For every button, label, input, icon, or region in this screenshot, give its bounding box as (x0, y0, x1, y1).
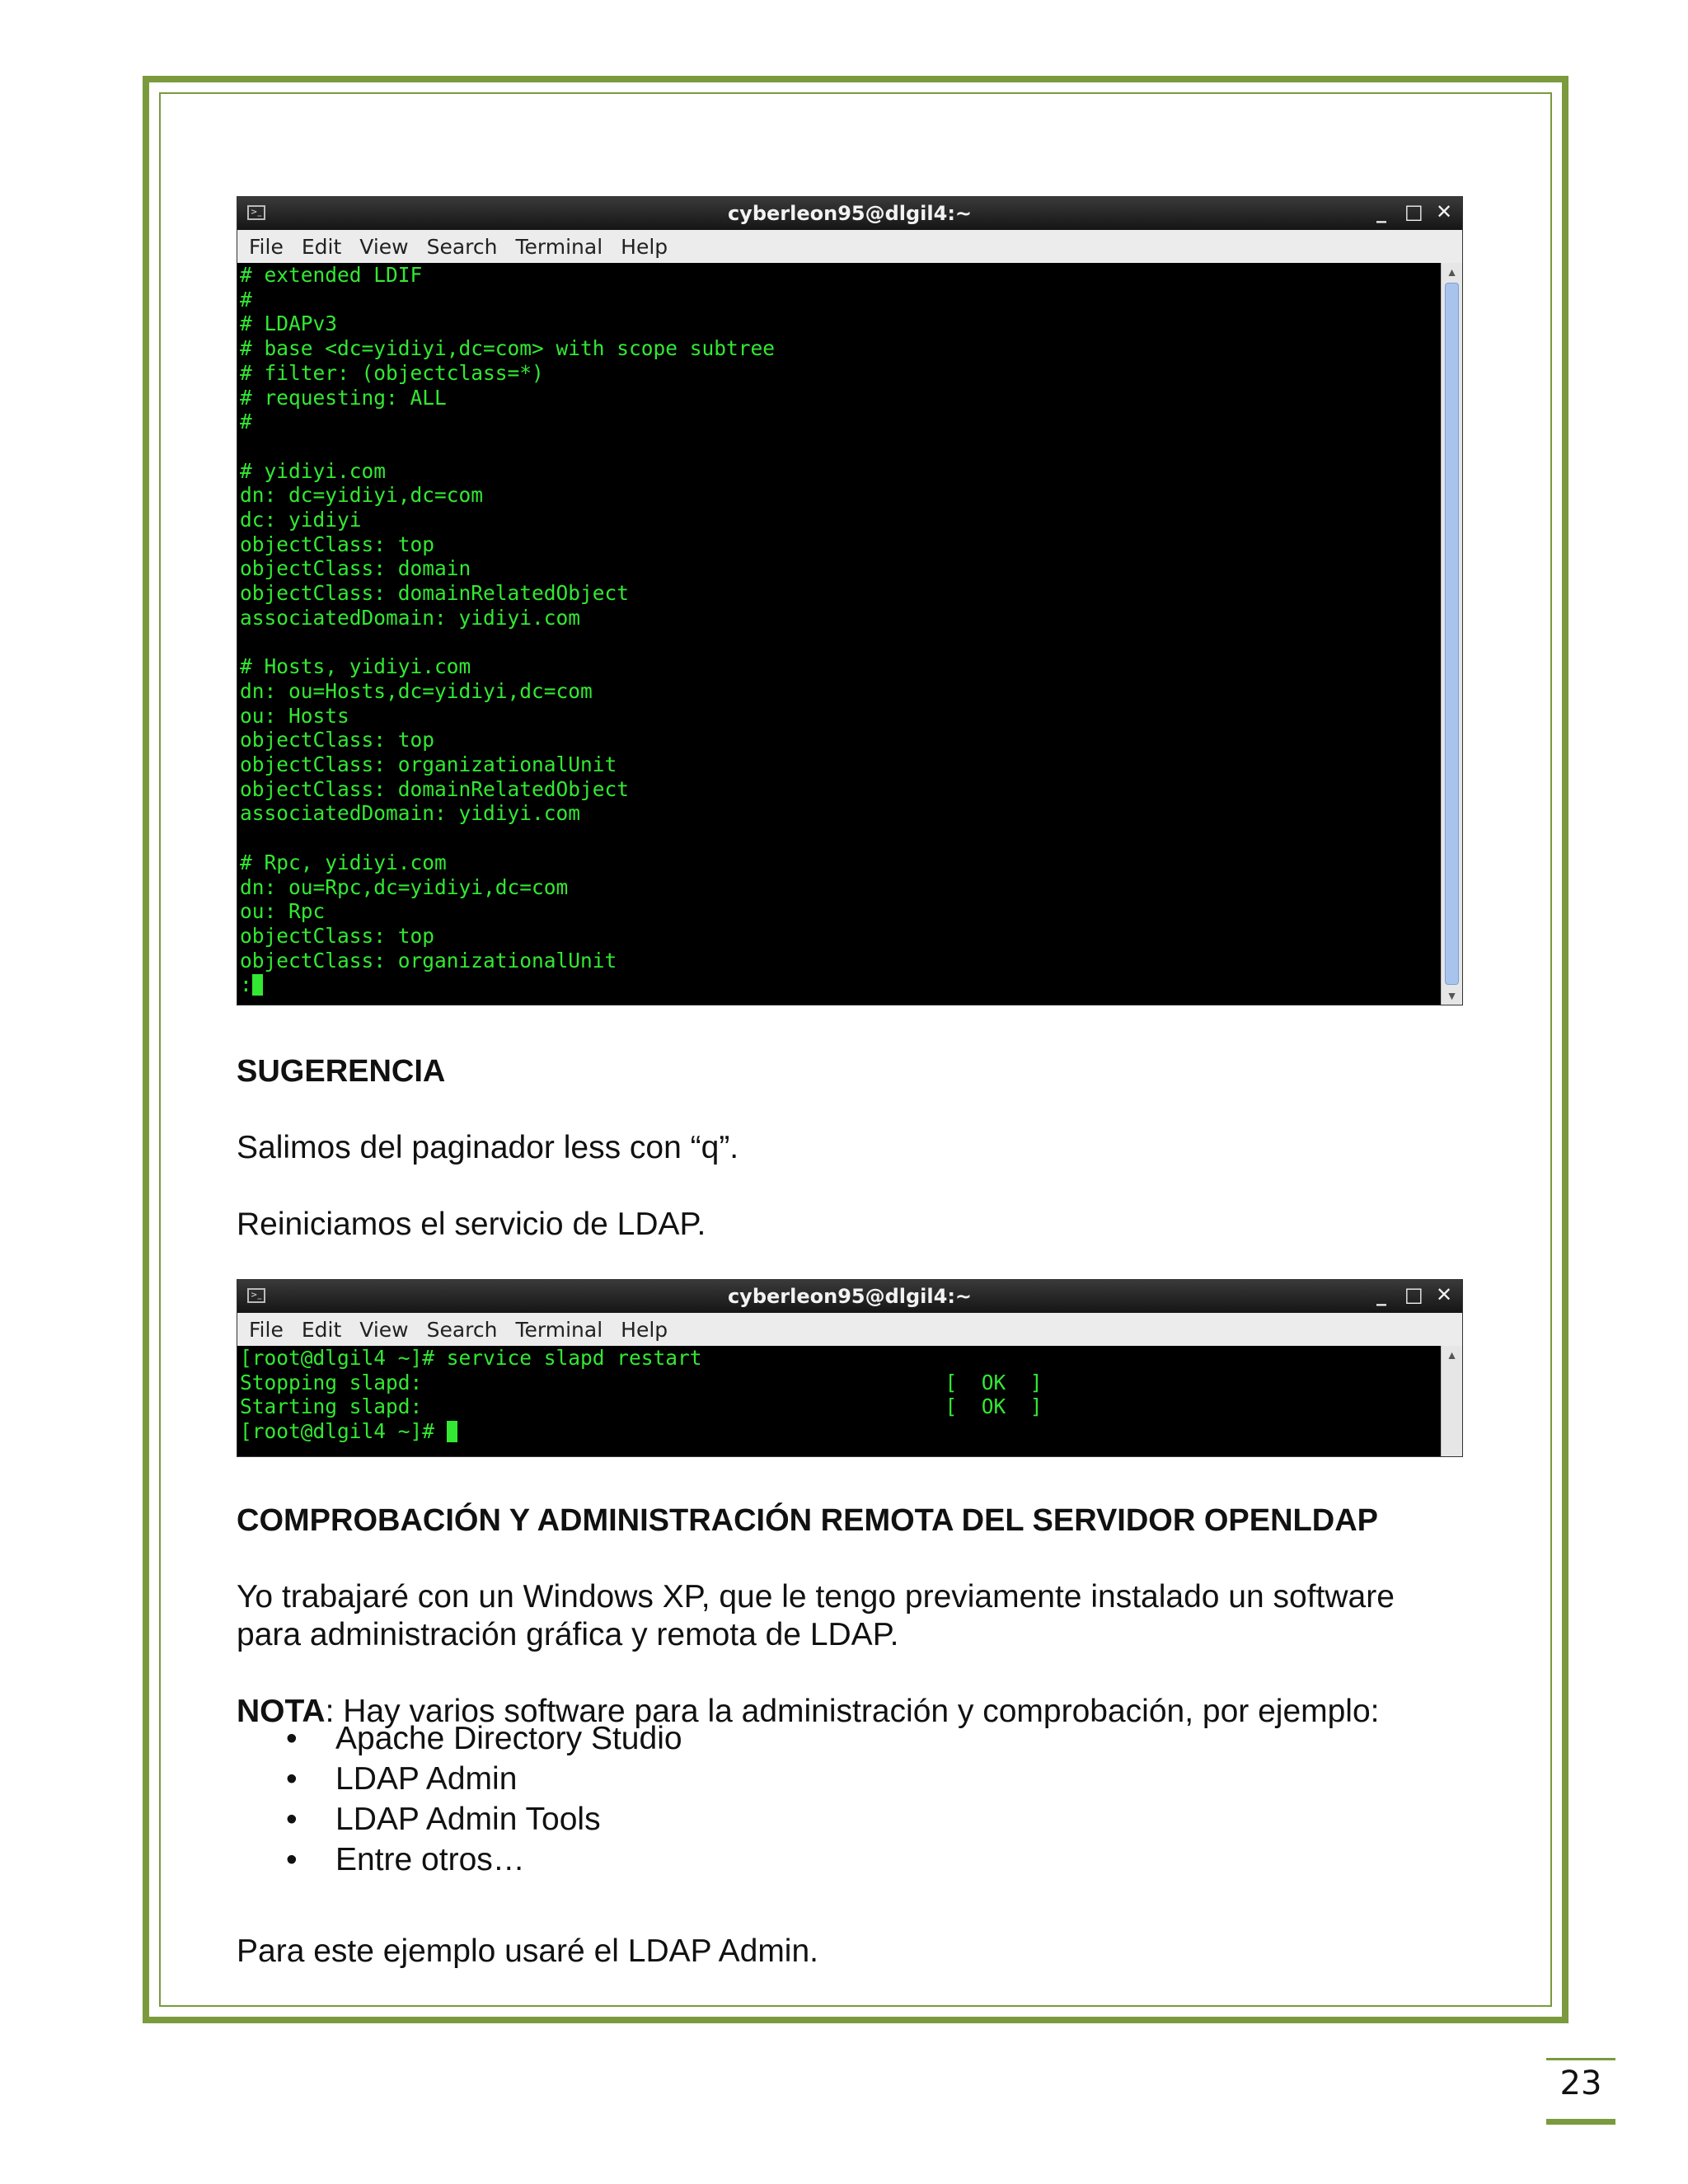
terminal-line: # extended LDIF (240, 263, 423, 287)
nota-label: NOTA (237, 1694, 326, 1729)
paragraph-windows-xp: Yo trabajaré con un Windows XP, que le tengo previamente instalado un software para administración gráfica y remota de LDAP. (237, 1579, 1395, 1652)
software-list (237, 1718, 682, 1880)
terminal-line: objectClass: top (240, 728, 435, 752)
terminal-line: # yidiyi.com (240, 458, 387, 483)
terminal-line: # filter: (objectclass=*) (240, 360, 544, 385)
terminal-output[interactable] (237, 1346, 1441, 1456)
page-number: 23 (1559, 2064, 1602, 2102)
terminal-line: # LDAPv3 (240, 312, 338, 336)
menu-view[interactable]: View (359, 234, 409, 259)
close-icon[interactable]: ✕ (1436, 1283, 1453, 1306)
list-item: • Entre otros… (237, 1840, 682, 1880)
list-item: • LDAP Admin Tools (237, 1799, 682, 1840)
terminal-line: [root@dlgil4 ~]# service slapd restart (240, 1346, 702, 1370)
heading-sugerencia: SUGERENCIA (237, 1054, 446, 1089)
menu-search[interactable]: Search (426, 234, 498, 259)
terminal-menubar (237, 1313, 1462, 1347)
terminal-prompt-line (240, 972, 1441, 997)
page-number-rule-bottom (1546, 2119, 1615, 2125)
terminal-line (240, 434, 1441, 459)
terminal-titlebar[interactable] (237, 1280, 1462, 1313)
terminal-window-ldapsearch (237, 196, 1463, 1005)
terminal-line: associatedDomain: yidiyi.com (240, 801, 581, 826)
nota-text: : Hay varios software para la administración y comprobación, por ejemplo: (325, 1694, 1380, 1729)
paragraph-reiniciar-ldap: Reiniciamos el servicio de LDAP. (237, 1207, 706, 1242)
paragraph-ldap-admin: Para este ejemplo usaré el LDAP Admin. (237, 1933, 818, 1969)
terminal-line: objectClass: domain (240, 556, 471, 581)
menu-help[interactable]: Help (621, 1317, 668, 1342)
close-icon[interactable]: ✕ (1436, 200, 1453, 223)
terminal-line: # (240, 287, 252, 312)
terminal-line: # requesting: ALL (240, 385, 447, 410)
menu-search[interactable]: Search (426, 1317, 498, 1342)
window-title: cyberleon95@dlgil4:~ (727, 1285, 973, 1308)
text-cursor (252, 974, 263, 996)
menu-help[interactable]: Help (621, 234, 668, 259)
terminal-line: ou: Rpc (240, 899, 326, 924)
terminal-scrollbar[interactable] (1441, 263, 1462, 1005)
menu-edit[interactable]: Edit (301, 234, 342, 259)
terminal-line: objectClass: organizationalUnit (240, 948, 617, 972)
terminal-line: # Hosts, yidiyi.com (240, 654, 471, 679)
terminal-window-restart (237, 1279, 1463, 1457)
heading-comprobacion: COMPROBACIÓN Y ADMINISTRACIÓN REMOTA DEL SERVIDOR OPENLDAP (237, 1503, 1378, 1538)
terminal-menubar (237, 230, 1462, 264)
terminal-line: dn: ou=Hosts,dc=yidiyi,dc=com (240, 678, 593, 703)
terminal-line: objectClass: domainRelatedObject (240, 776, 630, 801)
terminal-line: dn: dc=yidiyi,dc=com (240, 483, 484, 508)
menu-edit[interactable]: Edit (301, 1317, 342, 1342)
maximize-icon[interactable]: □ (1404, 200, 1423, 223)
terminal-line: associatedDomain: yidiyi.com (240, 605, 581, 630)
terminal-output[interactable] (237, 263, 1441, 1005)
menu-terminal[interactable]: Terminal (515, 1317, 603, 1342)
terminal-titlebar[interactable] (237, 197, 1462, 230)
list-item: • LDAP Admin (237, 1759, 682, 1799)
terminal-line: Starting slapd: [ OK ] (240, 1394, 1043, 1419)
terminal-line: objectClass: top (240, 532, 435, 556)
minimize-icon[interactable]: _ (1376, 200, 1386, 223)
maximize-icon[interactable]: □ (1404, 1283, 1423, 1306)
terminal-line: objectClass: top (240, 923, 435, 948)
terminal-line: # Rpc, yidiyi.com (240, 850, 447, 874)
minimize-icon[interactable]: _ (1376, 1283, 1386, 1306)
terminal-line: ou: Hosts (240, 703, 349, 728)
terminal-line: # base <dc=yidiyi,dc=com> with scope subtree (240, 336, 776, 361)
terminal-line: dc: yidiyi (240, 508, 362, 532)
terminal-line (240, 630, 1441, 655)
terminal-line (240, 826, 1441, 851)
terminal-prompt: [root@dlgil4 ~]# (240, 1419, 447, 1444)
scroll-up-arrow-icon[interactable]: ▲ (1446, 265, 1458, 279)
paragraph-salir-paginador: Salimos del paginador less con “q”. (237, 1130, 739, 1165)
terminal-line: objectClass: organizationalUnit (240, 752, 617, 777)
page-number-rule-top (1546, 2058, 1615, 2060)
scroll-up-arrow-icon[interactable]: ▲ (1446, 1348, 1458, 1361)
terminal-prompt: : (240, 972, 252, 997)
menu-terminal[interactable]: Terminal (515, 234, 603, 259)
list-item: • Apache Directory Studio (237, 1718, 682, 1759)
menu-file[interactable]: File (249, 234, 284, 259)
terminal-line: Stopping slapd: [ OK ] (240, 1370, 1043, 1394)
scrollbar-thumb[interactable] (1445, 283, 1459, 985)
text-cursor (447, 1421, 457, 1442)
menu-view[interactable]: View (359, 1317, 409, 1342)
terminal-scrollbar[interactable] (1441, 1346, 1462, 1456)
scroll-down-arrow-icon[interactable]: ▼ (1446, 989, 1458, 1002)
terminal-line: objectClass: domainRelatedObject (240, 581, 630, 606)
window-title: cyberleon95@dlgil4:~ (727, 202, 973, 225)
terminal-line: # (240, 410, 252, 434)
terminal-icon: >_ (247, 1288, 265, 1303)
terminal-prompt-line (240, 1419, 1441, 1444)
menu-file[interactable]: File (249, 1317, 284, 1342)
terminal-icon: >_ (247, 205, 265, 220)
terminal-line: dn: ou=Rpc,dc=yidiyi,dc=com (240, 874, 569, 899)
